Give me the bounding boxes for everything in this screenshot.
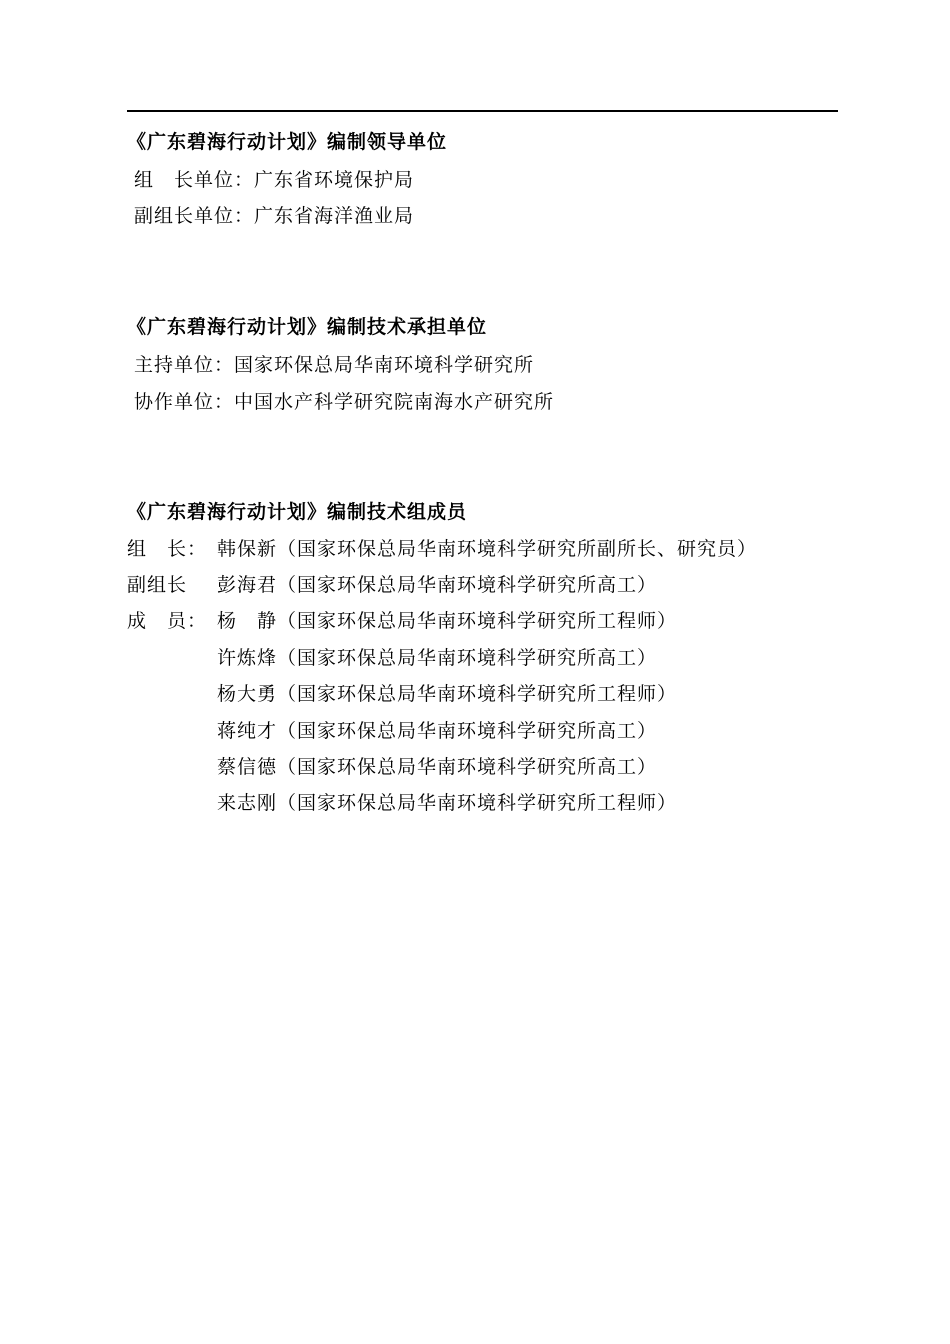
- member-entry: 来志刚（国家环保总局华南环境科学研究所工程师）: [217, 792, 678, 814]
- technical-row-host: 主持单位：国家环保总局华南环境科学研究所: [134, 354, 535, 376]
- leadership-row-deputy: 副组长单位：广东省海洋渔业局: [134, 205, 415, 227]
- section-heading-members: 《广东碧海行动计划》编制技术组成员: [127, 501, 468, 523]
- member-entry: 许炼烽（国家环保总局华南环境科学研究所高工）: [217, 647, 658, 669]
- header-rule: [127, 110, 838, 112]
- leadership-row-leader: 组 长单位：广东省环境保护局: [134, 169, 415, 191]
- member-role: 组 长：: [127, 538, 208, 560]
- member-entry: 蒋纯才（国家环保总局华南环境科学研究所高工）: [217, 720, 658, 742]
- section-heading-technical-units: 《广东碧海行动计划》编制技术承担单位: [127, 316, 488, 338]
- section-heading-leadership: 《广东碧海行动计划》编制领导单位: [127, 131, 448, 153]
- member-entry: 杨 静（国家环保总局华南环境科学研究所工程师）: [217, 610, 678, 632]
- member-entry: 彭海君（国家环保总局华南环境科学研究所高工）: [217, 574, 658, 596]
- member-entry: 蔡信德（国家环保总局华南环境科学研究所高工）: [217, 756, 658, 778]
- member-entry: 杨大勇（国家环保总局华南环境科学研究所工程师）: [217, 683, 678, 705]
- technical-row-partner: 协作单位：中国水产科学研究院南海水产研究所: [134, 391, 555, 413]
- member-entry: 韩保新（国家环保总局华南环境科学研究所副所长、研究员）: [217, 538, 758, 560]
- member-role: 副组长: [127, 574, 208, 596]
- member-role: 成 员：: [127, 610, 208, 632]
